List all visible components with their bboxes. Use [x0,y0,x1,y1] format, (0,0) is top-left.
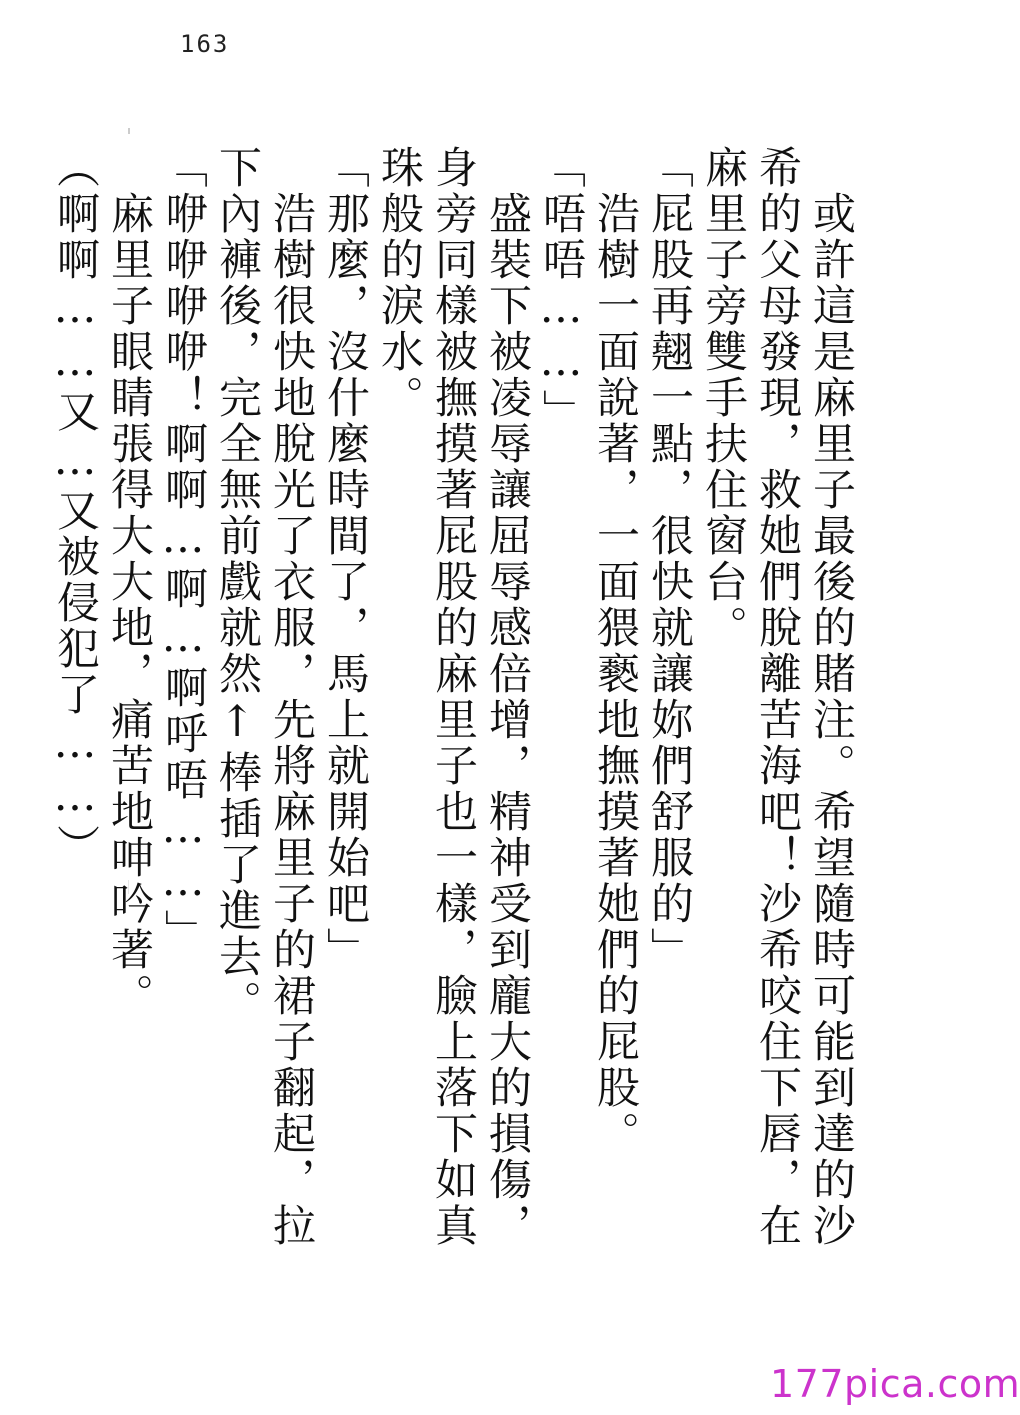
inner-thought-line: （啊啊……又…又被侵犯了……） [50,145,100,870]
scan-mark [128,128,130,134]
vertical-body-text [50,145,858,1265]
paragraph: 盛裝下被凌辱讓屈辱感倍增，精神受到龐大的損傷，身旁同樣被撫摸著屁股的麻里子也一樣，臉上落下如真珠般的淚水。 [374,145,532,1249]
dialogue-line: 「唔唔……」 [536,145,586,435]
paragraph: 或許這是麻里子最後的賭注。希望隨時可能到達的沙希的父母發現，救她們脫離苦海吧！沙希咬住下唇，在麻里子旁雙手扶住窗台。 [698,145,856,1249]
paragraph: 麻里子眼睛張得大大地，痛苦地呻吟著。 [104,145,154,1019]
paragraph: 浩樹一面說著，一面猥褻地撫摸著她們的屁股。 [590,145,640,1157]
dialogue-line: 「屁股再翹一點，很快就讓妳們舒服的」 [644,145,694,973]
site-watermark: 177pica.com [770,1362,1020,1406]
paragraph: 浩樹很快地脫光了衣服，先將麻里子的裙子翻起，拉下內褲後，完全無前戲就然↑棒插了進去。 [212,145,316,1249]
page-number: 163 [180,30,230,58]
dialogue-line: 「咿咿咿咿！啊啊…啊…啊呼唔……」 [158,145,208,955]
dialogue-line: 「那麼，沒什麼時間了，馬上就開始吧」 [320,145,370,973]
